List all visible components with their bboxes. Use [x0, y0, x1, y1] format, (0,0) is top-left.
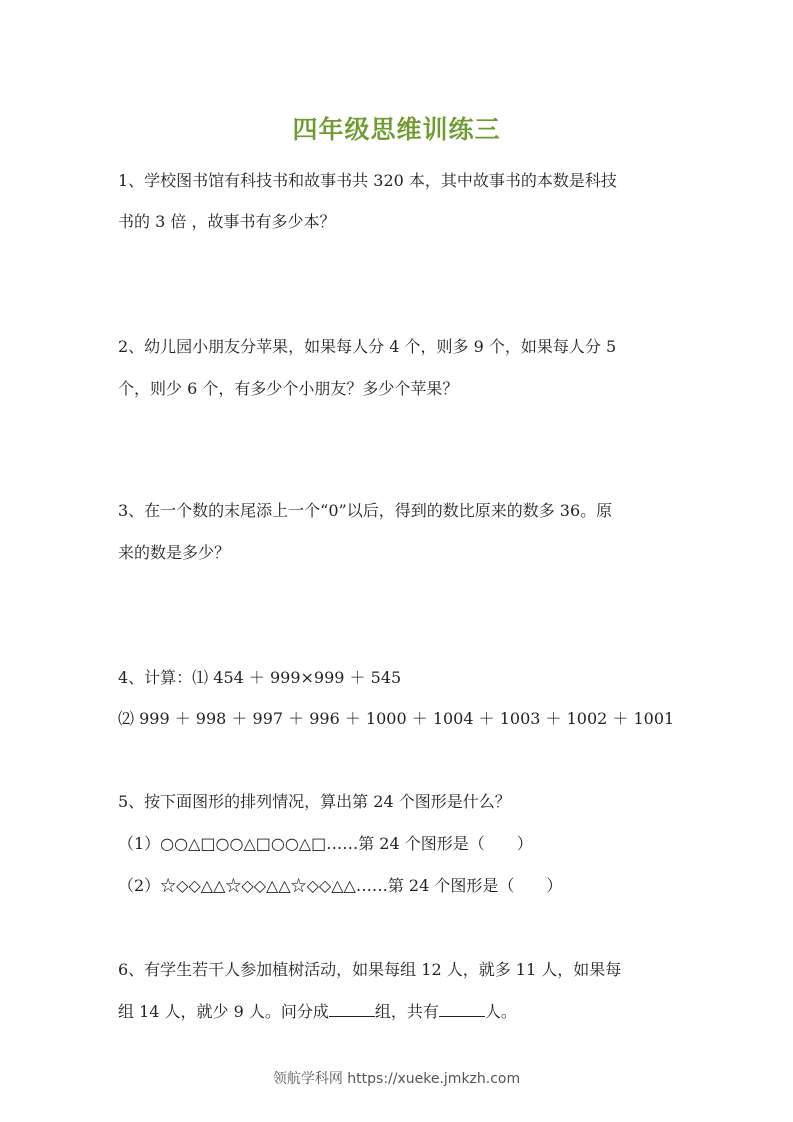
question-6-line-2 [118, 1000, 517, 1023]
question-6-text-a: 组 14 人，就少 9 人。问分成 [118, 1002, 329, 1021]
question-2-line-2: 个，则少 6 个，有多少个小朋友？多少个苹果？ [118, 379, 459, 398]
people-count-blank[interactable] [439, 1000, 485, 1017]
page-title: 四年级思维训练三 [292, 115, 501, 144]
question-4-line-2: ⑵ 999 ＋ 998 ＋ 997 ＋ 996 ＋ 1000 ＋ 1004 ＋ 1003 ＋ 1002 ＋ 1001 [118, 709, 675, 728]
question-5-line-3: （2）☆◇◇△△☆◇◇△△☆◇◇△△……第 24 个图形是（ ） [118, 876, 563, 895]
question-1-line-2: 书的 3 倍 ，故事书有多少本？ [118, 212, 336, 231]
group-count-blank[interactable] [329, 1000, 375, 1017]
footer-watermark: 领航学科网 https://xueke.jmkzh.com [272, 1071, 521, 1087]
question-6-text-b: 组，共有 [374, 1002, 439, 1021]
question-6-line-1: 6、有学生若干人参加植树活动，如果每组 12 人，就多 11 人，如果每 [118, 960, 622, 979]
question-1-line-1: 1、学校图书馆有科技书和故事书共 320 本，其中故事书的本数是科技 [118, 171, 617, 190]
question-6-text-c: 人。 [484, 1002, 517, 1021]
question-4-line-1: 4、计算：⑴ 454 ＋ 999×999 ＋ 545 [118, 668, 402, 687]
question-2-line-1: 2、幼儿园小朋友分苹果，如果每人分 4 个，则多 9 个，如果每人分 5 [118, 337, 617, 356]
question-3-line-1: 3、在一个数的末尾添上一个“0”以后，得到的数比原来的数多 36。原 [118, 501, 613, 520]
question-3-line-2: 来的数是多少？ [118, 543, 231, 562]
question-5-line-1: 5、按下面图形的排列情况，算出第 24 个图形是什么？ [118, 792, 511, 811]
question-5-line-2: （1）○○△□○○△□○○△□……第 24 个图形是（ ） [118, 834, 533, 853]
